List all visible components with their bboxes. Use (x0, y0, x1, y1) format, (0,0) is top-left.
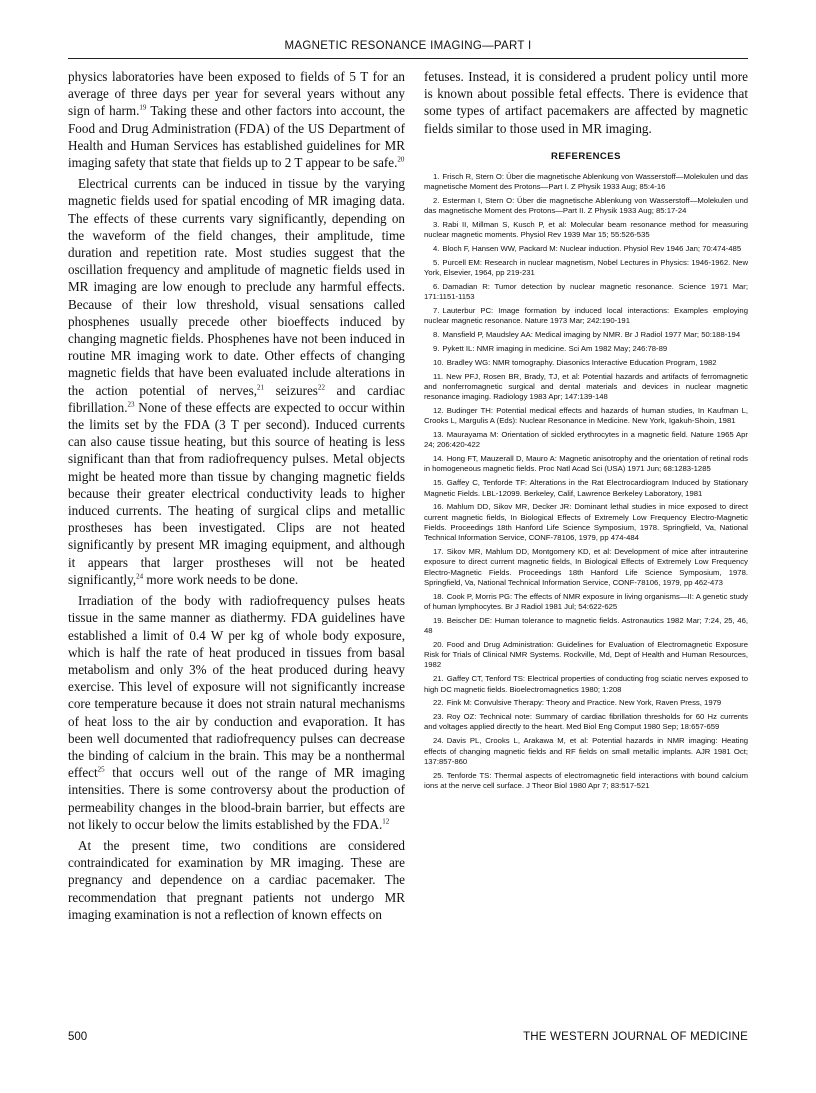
reference-number: 15. (433, 478, 444, 488)
reference-item (424, 358, 748, 368)
reference-text: Budinger TH: Potential medical effects and hazards of human studies, In Kaufman L, Crooks L, Margulis A (Eds): Nuclear Resonance in Medicine. New York, Igakuh-Shoin, 1981 (424, 405, 748, 426)
reference-item (424, 616, 748, 637)
reference-number: 25. (433, 770, 444, 780)
reference-item (424, 344, 748, 354)
running-header: MAGNETIC RESONANCE IMAGING—PART I (68, 40, 748, 59)
text-run: physics laboratories have been exposed to fields of 5 T for an average of three days per year for several years without any sign of harm. (68, 69, 405, 119)
reference-item (424, 406, 748, 427)
left-column (68, 68, 405, 927)
reference-text: Bradley WG: NMR tomography. Diasonics Interactive Education Program, 1982 (446, 357, 717, 367)
reference-item (424, 430, 748, 451)
references-heading (424, 151, 748, 162)
reference-number: 12. (433, 405, 444, 415)
reference-number: 22. (433, 698, 444, 708)
reference-number: 18. (433, 591, 444, 601)
reference-number: 20. (433, 639, 444, 649)
reference-item (424, 220, 748, 241)
reference-item (424, 244, 748, 254)
reference-text: Pykett IL: NMR imaging in medicine. Sci Am 1982 May; 246:78-89 (442, 343, 668, 353)
reference-number: 23. (433, 712, 444, 722)
reference-item (424, 674, 748, 695)
reference-item (424, 306, 748, 327)
reference-number: 3. (433, 220, 440, 229)
citation-superscript: 19 (139, 104, 147, 113)
reference-item (424, 547, 748, 588)
reference-item (424, 478, 748, 499)
reference-text: New PFJ, Rosen BR, Brady, TJ, et al: Potential hazards and artifacts of ferromagnetic and nonferromagnetic surgical and dental materials and devices in nuclear magnetic resonance imaging. Radiology 1983 Apr; 147:139-148 (424, 371, 748, 402)
text-run: Irradiation of the body with radiofrequency pulses heats tissue in the same manner as diathermy. FDA guidelines have established a limit of 0.4 W per kg of whole body exposure, which is half the rate of heat produced in tissues from basal metabolism and only 3% of the heat produced during heavy exercise. This level of exposure will not significantly increase core temperature because it does not strain natural mechanisms of heat loss to the air by conduction and evaporation. It has been well documented that radiofrequency pulses can decrease the binding of calcium in the brain. This may be a nonthermal effect (68, 593, 405, 781)
text-run: that occurs well out of the range of MR imaging intensities. There is some controversy about the production of permeability changes in the blood-brain barrier, but effects are not likely to occur below the limits established by the FDA. (68, 765, 405, 832)
reference-item (424, 502, 748, 543)
reference-text: Esterman I, Stern O: Über die magnetische Ablenkung von Wasserstoff—Molekulen und das magnetische Moment des Protons—Part II. Z Physik 1933 Aug; 85:17-24 (424, 195, 748, 216)
reference-text: Hong FT, Mauzerall D, Mauro A: Magnetic anisotrophy and the orientation of retinal rods in homogeneous magnetic fields. Proc Natl Acad Sci (USA) 1971 Jun; 68:1283-1285 (424, 454, 748, 474)
reference-text: Beischer DE: Human tolerance to magnetic fields. Astronautics 1982 Mar; 7:24, 25, 46, 48 (424, 615, 748, 636)
page-number: 500 (68, 1031, 88, 1043)
text-run: seizures (264, 382, 318, 398)
body-paragraph (68, 592, 405, 833)
citation-superscript: 20 (397, 155, 405, 164)
reference-text: Bloch F, Hansen WW, Packard M: Nuclear induction. Physiol Rev 1946 Jan; 70:474-485 (442, 244, 742, 254)
reference-number: 4. (433, 244, 440, 254)
text-run: and cardiac fibrillation. (68, 382, 406, 415)
reference-text: Davis PL, Crooks L, Arakawa M, et al: Potential hazards in NMR imaging: Heating effects of changing magnetic fields and RF fields on small metallic implants. AJR 1981 Oct; 137:857-860 (424, 736, 748, 766)
reference-text: Gaffey C, Tenforde TF: Alterations in the Rat Electrocardiogram Induced by Stationary Magnetic Fields. LBL-12099. Berkeley, Calif, Lawrence Berkeley Laboratory, 1981 (424, 478, 748, 498)
body-paragraph (68, 837, 405, 923)
reference-item (424, 640, 748, 671)
reference-item (424, 771, 748, 792)
citation-superscript: 12 (382, 817, 390, 826)
reference-item (424, 282, 748, 303)
reference-number: 1. (433, 171, 440, 181)
reference-number: 8. (433, 330, 440, 340)
reference-text: Fink M: Convulsive Therapy: Theory and Practice. New York, Raven Press, 1979 (446, 698, 722, 708)
text-run: Electrical currents can be induced in tissue by the varying magnetic fields used for spatial encoding of MR imaging data. The effects of these currents vary significantly, depending on the waveform of the field changes, their amplitude, time duration and repetition rate. Most studies suggest that the oscillation frequency and amplitude of magnetic fields used in MR imaging are low enough to preclude any harmful effects. Because of their low threshold, visual sensations called phosphenes usually precede other bioeffects induced by changing magnetic fields. Phosphenes have not been induced in routine MR imaging work to date. Other effects of changing magnetic fields that have been evaluated include alterations in the action potential of nerves, (68, 176, 405, 398)
body-paragraph (68, 175, 405, 588)
reference-number: 2. (433, 195, 440, 205)
reference-number: 24. (433, 736, 444, 746)
reference-number: 21. (433, 674, 444, 684)
citation-superscript: 21 (257, 383, 265, 392)
text-run: more work needs to be done. (143, 571, 299, 587)
reference-item (424, 330, 748, 340)
journal-name: THE WESTERN JOURNAL OF MEDICINE (523, 1031, 748, 1043)
citation-superscript: 22 (317, 383, 325, 392)
reference-text: Maurayama M: Orientation of sickled erythrocytes in a magnetic field. Nature 1965 Apr 24; 206:420-422 (424, 430, 748, 450)
text-run: None of these effects are expected to occur within the limits set by the FDA (3 T per second). Induced currents can also cause tissue heating, but this source of heating is less significant than that from radiofrequency pulses. Metal objects might be heated more than tissue by changing magnetic fields because their greater electrical conductivity leads to higher induced currents. The heating of surgical clips and metallic prostheses has been investigated. Clips are not heated significantly by present MR imaging equipment, and although it appears that larger prostheses will not be heated significantly, (68, 399, 405, 587)
reference-number: 17. (433, 547, 444, 557)
reference-text: Tenforde TS: Thermal aspects of electromagnetic field interactions with bound calcium ions at the nerve cell surface. J Theor Biol 1980 Apr 7; 83:517-521 (424, 770, 748, 790)
citation-superscript: 23 (127, 400, 135, 409)
reference-text: Mahlum DD, Sikov MR, Decker JR: Dominant lethal studies in mice exposed to direct current magnetic fields, In Biological Effects of Extremely Low Frequency Electro-Magnetic Fields. Proceedings 18th Hanford Life Science Symposium, 1978. Springfield, Va, National Technical Information Service, CONF-78106, 1979, pp 474-484 (424, 502, 748, 543)
reference-item (424, 172, 748, 193)
reference-text: Food and Drug Administration: Guidelines for Evaluation of Electromagnetic Exposure Risk for Trials of Clinical NMR Systems. Rockville, Md, Dept of Health and Human Resources, 1982 (424, 639, 748, 670)
reference-text: Damadian R: Tumor detection by nuclear magnetic resonance. Science 1971 Mar; 171:1151-1153 (424, 281, 748, 302)
reference-text: Roy OZ: Technical note: Summary of cardiac fibrillation thresholds for 60 Hz currents and voltages applied directly to the heart. Med Biol Eng Comput 1980 Sep; 18:657-659 (424, 712, 748, 732)
reference-number: 14. (433, 454, 444, 464)
reference-text: Purcell EM: Research in nuclear magnetism, Nobel Lectures in Physics: 1946-1962. New York, Elsevier, 1964, pp 219-231 (424, 257, 748, 278)
reference-number: 7. (433, 306, 440, 316)
reference-text: Sikov MR, Mahlum DD, Montgomery KD, et al: Development of mice after intrauterine exposure to direct current magnetic fields, In Biological Effects of Extremely Low Frequency Electro-Magnetic Fields. Proceedings 18th Hanford Life Science Symposium, 1978. Springfield, Va, National Technical Information Service, CONF-78106, 1979, pp 462-473 (424, 547, 748, 587)
reference-item (424, 712, 748, 733)
citation-superscript: 25 (97, 765, 105, 774)
text-run: At the present time, two conditions are considered contraindicated for examination by MR imaging. These are pregnancy and dependence on a cardiac pacemaker. The recommendation that pregnant patients not undergo MR imaging examination is not a reflection of known effects on (68, 837, 405, 922)
reference-text: Mansfield P, Maudsley AA: Medical imaging by NMR. Br J Radiol 1977 Mar; 50:188-194 (442, 330, 741, 340)
references-heading-text: REFERENCES (551, 150, 621, 162)
reference-item (424, 698, 748, 708)
reference-item (424, 454, 748, 475)
body-paragraph: fetuses. Instead, it is considered a prudent policy until more is known about possible fetal effects. There is evidence that some types of artifact pacemakers are affected by magnetic fields similar to those used in MR imaging. (424, 69, 748, 136)
reference-text: Rabi II, Millman S, Kusch P, et al: Molecular beam resonance method for measuring nuclear magnetic moments. Physiol Rev 1939 Mar 15; 55:526-535 (424, 220, 748, 240)
reference-text: Cook P, Morris PG: The effects of NMR exposure in living organisms—II: A genetic study of human lymphocytes. Br J Radiol 1981 Jul; 54:622-625 (424, 591, 748, 611)
body-paragraph (68, 68, 405, 171)
reference-text: Frisch R, Stern O: Über die magnetische Ablenkung von Wasserstoff—Molekulen und das magnetische Moment des Protons—Part I. Z Physik 1933 Aug; 85:4-16 (424, 171, 748, 192)
reference-number: 9. (433, 343, 440, 353)
reference-text: Gaffey CT, Tenford TS: Electrical properties of conducting frog sciatic nerves exposed to high DC magnetic fields. Bioelectromagnetics 1980; 1:208 (424, 674, 748, 694)
reference-item (424, 592, 748, 613)
reference-item (424, 736, 748, 767)
reference-item (424, 196, 748, 217)
reference-number: 19. (433, 615, 444, 625)
reference-number: 10. (433, 357, 444, 367)
reference-item (424, 258, 748, 279)
right-column (424, 68, 748, 795)
reference-number: 13. (433, 430, 444, 440)
reference-text: Lauterbur PC: Image formation by induced local interactions: Examples employing nuclear magnetic resonance. Nature 1973 Mar; 242:190-191 (424, 306, 748, 326)
citation-superscript: 24 (136, 572, 144, 581)
reference-number: 5. (433, 257, 440, 267)
reference-item (424, 372, 748, 403)
reference-number: 11. (433, 371, 444, 381)
reference-number: 6. (433, 281, 440, 291)
reference-number: 16. (433, 502, 444, 512)
references-list (424, 172, 748, 791)
text-run: Taking these and other factors into account, the Food and Drug Administration (FDA) of the US Department of Health and Human Services has established guidelines for MR imaging safety that state that fields up to 2 T appear to be safe. (68, 103, 405, 171)
